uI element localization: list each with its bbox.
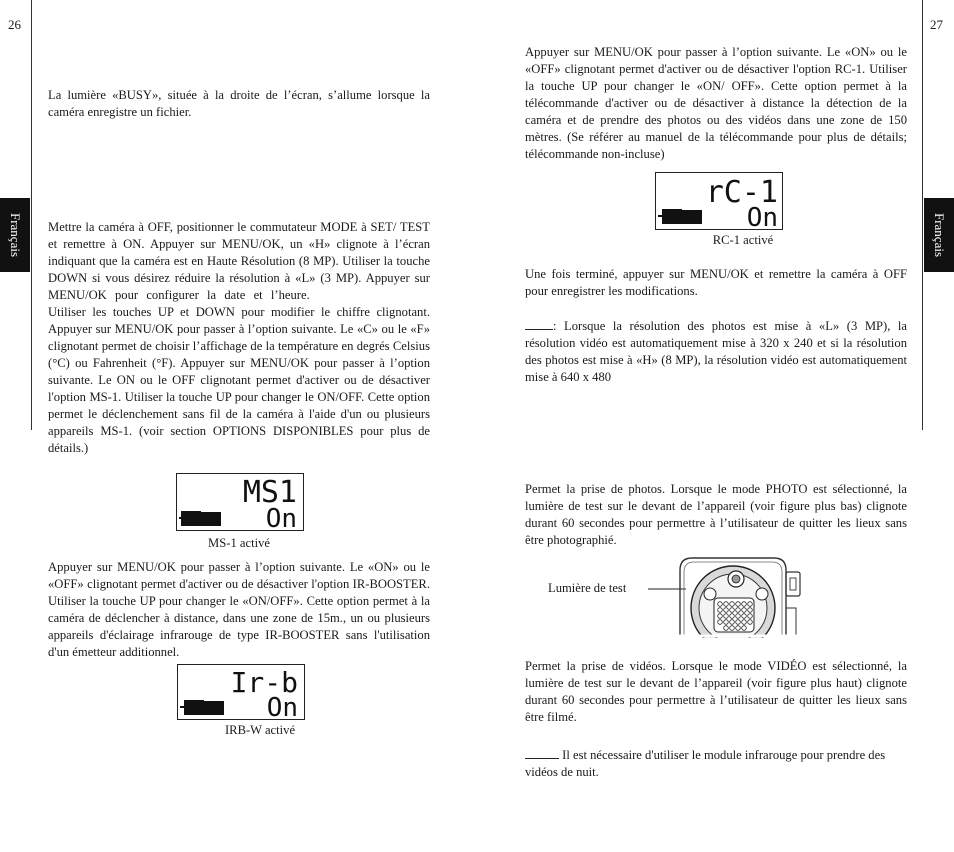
caption-ms1: MS-1 activé xyxy=(208,536,270,550)
lcd-display-irb xyxy=(177,664,305,720)
rc1-paragraph: Appuyer sur MENU/OK pour passer à l’option suivante. Le «ON» ou le «OFF» clignotant permet d'activer ou de désactiver l'option RC-1. Utiliser la touche UP pour changer le «ON/ OFF». Cette option permet à la télécommande d'activer ou de désactiver à distance la détection de la caméra et de prendre des photos ou des vidéos dans une zone de 150 mètres. (Se référer au manuel de la télécommande pour plus de détails; télécommande non-incluse) xyxy=(525,45,907,161)
set-mode-text-c: modifier le chiffre clignotant. Appuyer sur MENU/OK pour passer à l’option suivante. Le «C» ou le «F» clignotant permet de choisir l’affichage de la température en degrés Celsius (°C) ou Fahrenheit (°F). Appuyer sur MENU/OK pour passer à l’option suivante. Le ON ou le OFF clignotant permet d'activer ou de désactiver l'option MS-1. Utiliser la touche UP pour changer le ON/OFF. Cette option permet le déclenchement sans fil de la caméra à l'aide d'un ou plusieurs appareils MS-1. (voir section OPTIONS DISPONIBLES pour plus de détails.) xyxy=(48,305,430,455)
ir-led-array-icon xyxy=(714,598,754,632)
lcd-display-rc1 xyxy=(655,172,783,230)
lcd-ms1-bottom-text: On xyxy=(265,504,297,530)
note-label-underline xyxy=(525,758,559,759)
note-label-underline xyxy=(525,329,553,330)
lcd-irb-graphic xyxy=(178,665,304,719)
language-tab-label: Français xyxy=(932,212,947,258)
resolution-note-paragraph xyxy=(525,318,907,386)
lcd-rc1-graphic xyxy=(656,173,782,229)
lcd-ms1-graphic xyxy=(177,474,303,530)
battery-icon xyxy=(184,700,204,715)
ir-booster-paragraph: Appuyer sur MENU/OK pour passer à l’option suivante. Le «ON» ou le «OFF» clignotant permet d'activer ou de désactiver l'option IR-BOOSTER. Utiliser la touche UP pour changer le «ON/OFF». Cette option permet à la caméra de déclencher à distance, dans une zone de 15m., un ou plusieurs appareils d'éclairage infrarouge de type IR-BOOSTER sans l'utilisation d'un émetteur additionnel. xyxy=(48,560,430,659)
battery-icon xyxy=(181,511,201,526)
lcd-display-ms1 xyxy=(176,473,304,531)
battery-cell-icon xyxy=(682,210,702,224)
camera-front-figure xyxy=(644,548,814,638)
caption-irb: IRB-W activé xyxy=(224,723,296,737)
page-number-right: 27 xyxy=(930,17,943,32)
sensor-right-icon xyxy=(756,588,768,600)
save-settings-paragraph: Une fois terminé, appuyer sur MENU/OK et remettre la caméra à OFF pour enregistrer les modifications. xyxy=(525,267,907,298)
lcd-irb-bottom-text: On xyxy=(266,693,298,719)
set-mode-paragraph xyxy=(48,219,430,457)
lcd-irb-top-text: Ir-b xyxy=(230,666,298,699)
video-mode-paragraph: Permet la prise de vidéos. Lorsque le mode VIDÉO est sélectionné, la lumière de test sur le devant de l’appareil (voir figure plus haut) clignote durant 60 secondes pour permettre à l’utilisateur de quitter les lieux sans être filmé. xyxy=(525,659,907,724)
lcd-rc1-top-text: rC-1 xyxy=(705,175,778,210)
photo-mode-paragraph: Permet la prise de photos. Lorsque le mode PHOTO est sélectionné, la lumière de test sur le devant de l’appareil (voir figure plus bas) clignote durant 60 secondes pour permettre à l’utilisateur de quitter les lieux sans être photographié. xyxy=(525,482,907,547)
lcd-rc1-bottom-text: On xyxy=(746,203,778,229)
sensor-left-icon xyxy=(704,588,716,600)
page-margin-rule-right xyxy=(922,0,923,430)
battery-icon xyxy=(662,209,682,224)
caption-rc1: RC-1 activé xyxy=(712,233,774,247)
page-margin-rule-left xyxy=(31,0,32,430)
language-tab-left xyxy=(0,198,30,272)
lcd-ms1-top-text: MS1 xyxy=(242,475,297,510)
language-tab-label: Français xyxy=(8,212,23,258)
battery-cell-icon xyxy=(204,701,224,715)
battery-cell-icon xyxy=(201,512,221,526)
ir-module-note-paragraph xyxy=(525,747,907,781)
ir-module-note-text: Il est nécessaire d'utiliser le module infrarouge pour prendre des vidéos de nuit. xyxy=(525,748,886,779)
latch-icon xyxy=(786,572,800,596)
resolution-note-text: : Lorsque la résolution des photos est mise à «L» (3 MP), la résolution vidéo est automatiquement mise à 320 x 240 et si la résolution des photos est mise à «H» (8 MP), la résolution vidéo est automatiquement mise à 640 x 480 xyxy=(525,319,907,384)
set-mode-text-b: Utiliser les touches UP et DOWN pour xyxy=(48,305,265,319)
busy-light-paragraph: La lumière «BUSY», située à la droite de l’écran, s’allume lorsque la caméra enregistre un fichier. xyxy=(48,88,430,119)
page-number-left: 26 xyxy=(8,17,21,32)
language-tab-right xyxy=(924,198,954,272)
set-mode-text-a: Mettre la caméra à OFF, positionner le commutateur MODE à SET/ TEST et remettre à ON. Appuyer sur MENU/OK, un «H» clignote à l’écran indiquant que la caméra est en Haute Résolution (8 MP). Utiliser la touche DOWN si vous désirez réduire la résolution à «L» (3 MP). Appuyer sur MENU/OK pour configurer la date et l’heure. xyxy=(48,220,430,302)
test-light-label: Lumière de test xyxy=(548,581,627,595)
